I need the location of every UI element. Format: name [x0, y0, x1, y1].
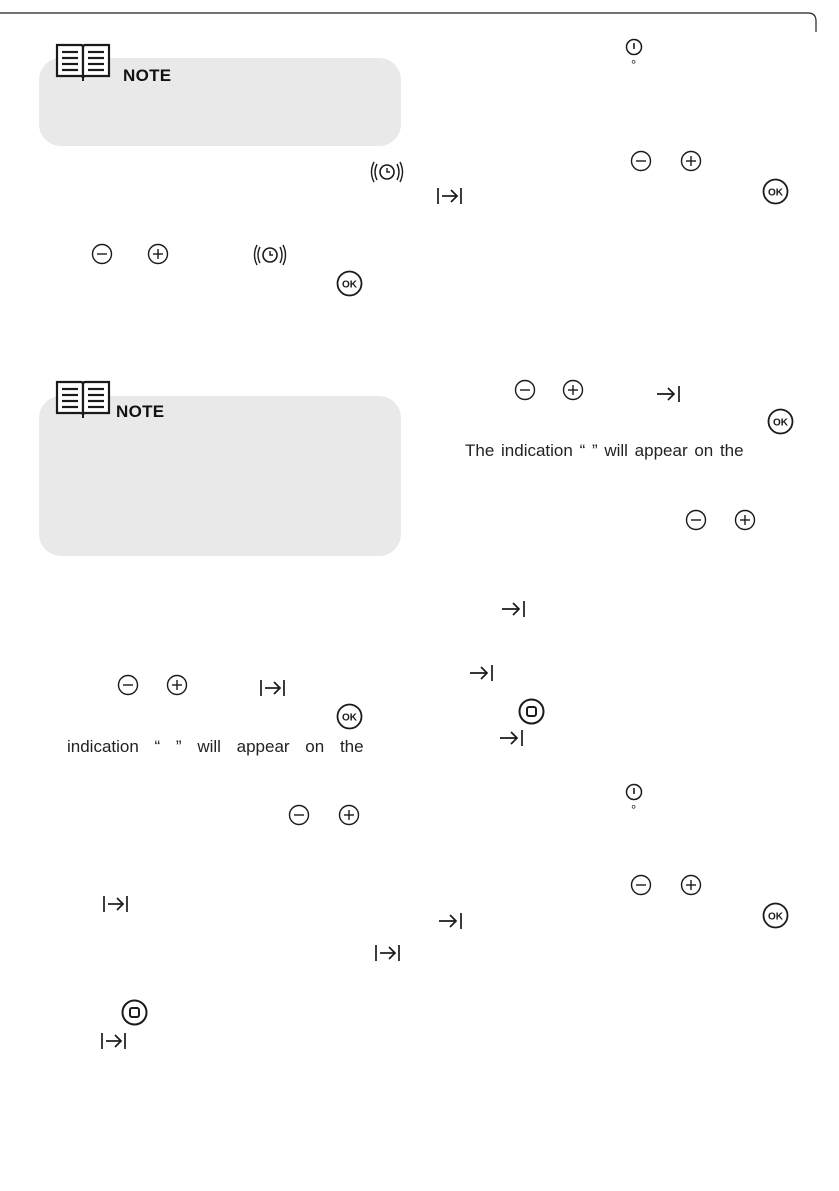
ok-icon: [767, 408, 794, 435]
ok-icon: [336, 703, 363, 730]
svg-text:OK: OK: [773, 417, 788, 429]
plus-icon: [166, 674, 188, 696]
plus-icon: [562, 379, 584, 401]
ok-icon: [336, 270, 363, 297]
minus-icon: [288, 804, 310, 826]
power-icon: [625, 783, 643, 801]
minus-icon: [91, 243, 113, 265]
end-time-icon: [259, 678, 287, 698]
degree-symbol: °: [631, 802, 637, 817]
alarm-clock-icon: [370, 158, 404, 186]
degree-symbol: °: [631, 57, 637, 72]
book-icon: [55, 42, 111, 82]
svg-text:OK: OK: [768, 187, 783, 199]
body-text-line: The indication “ ” will appear on the: [465, 441, 744, 460]
minus-icon: [630, 150, 652, 172]
book-icon: [55, 379, 111, 419]
alarm-clock-icon: [253, 241, 287, 269]
plus-icon: [338, 804, 360, 826]
svg-text:OK: OK: [342, 712, 357, 724]
plus-icon: [734, 509, 756, 531]
stop-icon: [121, 999, 148, 1026]
ok-icon: [762, 902, 789, 929]
minus-icon: [514, 379, 536, 401]
end-time-icon: [102, 894, 130, 914]
ok-icon: [762, 178, 789, 205]
minus-icon: [117, 674, 139, 696]
end-time-icon: [500, 599, 528, 619]
end-time-icon: [100, 1031, 128, 1051]
svg-text:OK: OK: [768, 911, 783, 923]
minus-icon: [630, 874, 652, 896]
minus-icon: [685, 509, 707, 531]
end-time-icon: [374, 943, 402, 963]
stop-icon: [518, 698, 545, 725]
note-label: NOTE: [123, 66, 172, 85]
plus-icon: [680, 874, 702, 896]
end-time-icon: [436, 186, 464, 206]
end-time-icon: [655, 384, 683, 404]
power-icon: [625, 38, 643, 56]
end-time-icon: [437, 911, 465, 931]
body-text-line: indication “ ” will appear on the: [67, 737, 364, 756]
note-label: NOTE: [116, 402, 165, 421]
svg-text:OK: OK: [342, 279, 357, 291]
end-time-icon: [498, 728, 526, 748]
note-box-2: [39, 396, 401, 556]
plus-icon: [680, 150, 702, 172]
plus-icon: [147, 243, 169, 265]
end-time-icon: [468, 663, 496, 683]
